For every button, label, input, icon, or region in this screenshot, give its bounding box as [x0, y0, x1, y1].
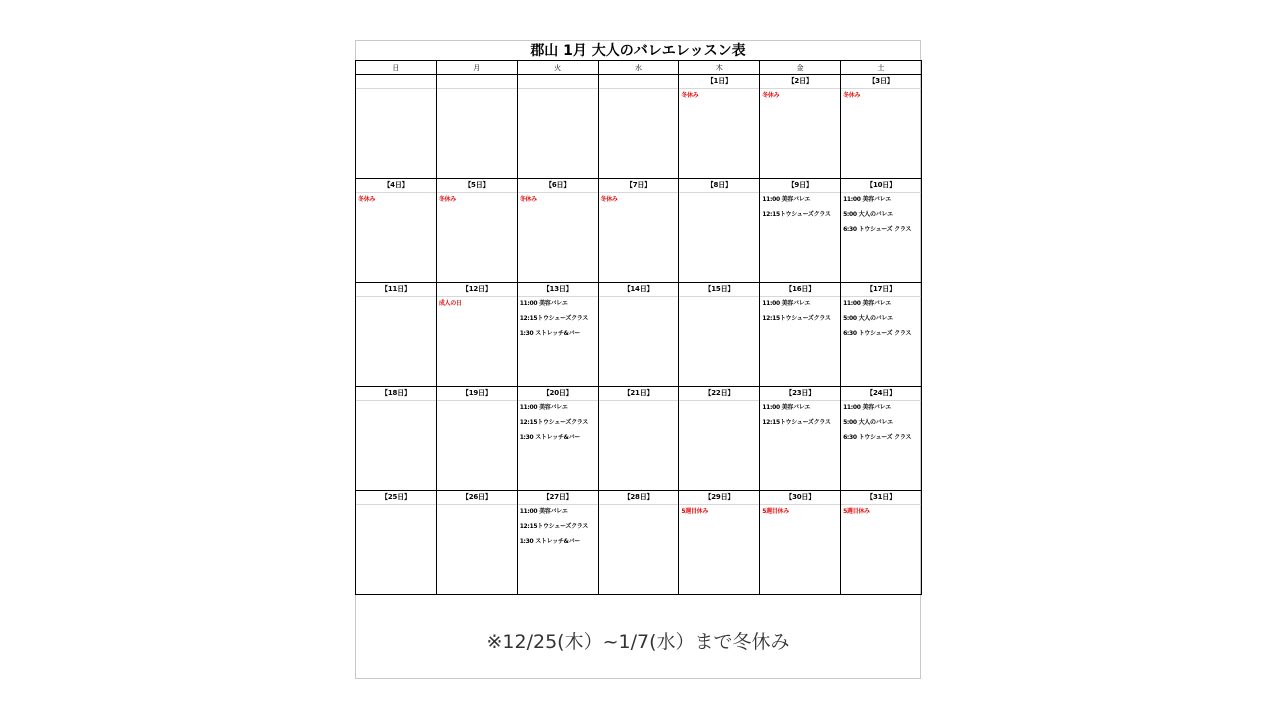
lesson-entry: 5:00 大人のバレエ	[843, 315, 893, 322]
day-events	[356, 401, 436, 403]
day-number: 【8日】	[679, 179, 759, 193]
day-cell	[841, 387, 922, 491]
calendar-table	[355, 60, 922, 595]
day-events	[437, 505, 517, 507]
lesson-entry: 11:00 美容バレエ	[762, 300, 811, 307]
day-number: 【28日】	[599, 491, 679, 505]
day-cell	[517, 75, 598, 179]
calendar-week-row	[356, 491, 922, 595]
day-cell	[598, 387, 679, 491]
day-cell	[356, 283, 437, 387]
day-number: 【4日】	[356, 179, 436, 193]
day-cell	[679, 283, 760, 387]
day-events	[599, 89, 679, 91]
day-cell	[356, 387, 437, 491]
holiday-label: 冬休み	[600, 196, 618, 203]
lesson-entry: 12:15トウシューズクラス	[762, 419, 831, 426]
day-cell	[598, 75, 679, 179]
day-cell	[598, 179, 679, 283]
day-events	[356, 89, 436, 91]
lesson-entry: 5:00 大人のバレエ	[843, 211, 893, 218]
day-cell	[436, 387, 517, 491]
day-number: 【9日】	[760, 179, 840, 193]
day-cell	[598, 283, 679, 387]
day-cell	[598, 491, 679, 595]
day-number: 【15日】	[679, 283, 759, 297]
day-number: 【2日】	[760, 75, 840, 89]
lesson-entry: 1:30 ストレッチ&バー	[519, 330, 580, 337]
day-cell	[760, 75, 841, 179]
weekday-thu: 木	[679, 61, 760, 75]
day-number: 【25日】	[356, 491, 436, 505]
day-cell	[356, 75, 437, 179]
lesson-entry: 12:15トウシューズクラス	[762, 211, 831, 218]
day-cell	[517, 179, 598, 283]
day-number: 【6日】	[518, 179, 598, 193]
lesson-entry: 6:30 トウシューズ クラス	[843, 226, 912, 233]
day-number: 【29日】	[679, 491, 759, 505]
day-events	[679, 505, 759, 516]
day-events	[760, 193, 840, 219]
day-number: 【1日】	[679, 75, 759, 89]
day-number: 【26日】	[437, 491, 517, 505]
weekday-sun: 日	[356, 61, 437, 75]
weekday-header-row	[356, 61, 922, 75]
weekday-tue: 火	[517, 61, 598, 75]
day-cell	[760, 179, 841, 283]
lesson-entry: 12:15トウシューズクラス	[519, 315, 588, 322]
day-events	[599, 401, 679, 403]
holiday-label: 冬休み	[843, 92, 861, 99]
day-number: 【18日】	[356, 387, 436, 401]
day-number: 【10日】	[841, 179, 921, 193]
day-number: 【7日】	[599, 179, 679, 193]
lesson-entry: 12:15トウシューズクラス	[519, 419, 588, 426]
day-events	[760, 89, 840, 100]
day-cell	[679, 75, 760, 179]
day-cell	[841, 179, 922, 283]
day-events	[518, 297, 598, 338]
weekday-mon: 月	[436, 61, 517, 75]
lesson-entry: 11:00 美容バレエ	[519, 508, 568, 515]
lesson-entry: 5:00 大人のバレエ	[843, 419, 893, 426]
day-cell	[436, 283, 517, 387]
schedule-sheet	[355, 40, 921, 679]
day-events	[437, 401, 517, 403]
lesson-entry: 12:15トウシューズクラス	[762, 315, 831, 322]
day-events	[437, 89, 517, 91]
day-events	[760, 505, 840, 516]
winter-break-note: ※12/25(木）~1/7(水）まで冬休み	[486, 631, 790, 653]
lesson-entry: 11:00 美容バレエ	[762, 196, 811, 203]
day-number: 【5日】	[437, 179, 517, 193]
lesson-entry: 12:15トウシューズクラス	[519, 523, 588, 530]
calendar-week-row	[356, 179, 922, 283]
day-events	[518, 89, 598, 91]
day-cell	[517, 387, 598, 491]
day-cell	[760, 283, 841, 387]
holiday-label: 5週目休み	[762, 508, 789, 515]
lesson-entry: 1:30 ストレッチ&バー	[519, 538, 580, 545]
day-number: 【24日】	[841, 387, 921, 401]
lesson-entry: 1:30 ストレッチ&バー	[519, 434, 580, 441]
day-number	[356, 75, 436, 89]
day-events	[841, 193, 921, 234]
day-cell	[679, 179, 760, 283]
day-events	[356, 193, 436, 204]
day-number: 【19日】	[437, 387, 517, 401]
day-events	[841, 505, 921, 516]
holiday-label: 冬休み	[762, 92, 780, 99]
holiday-label: 成人の日	[438, 300, 462, 307]
day-events	[679, 193, 759, 195]
day-number: 【20日】	[518, 387, 598, 401]
day-events	[841, 401, 921, 442]
day-number: 【17日】	[841, 283, 921, 297]
day-events	[518, 401, 598, 442]
day-number: 【31日】	[841, 491, 921, 505]
day-cell	[436, 75, 517, 179]
calendar-week-row	[356, 387, 922, 491]
lesson-entry: 11:00 美容バレエ	[843, 404, 891, 411]
day-events	[599, 193, 679, 204]
lesson-entry: 11:00 美容バレエ	[519, 300, 568, 307]
day-events	[599, 297, 679, 299]
day-cell	[517, 283, 598, 387]
day-events	[518, 505, 598, 546]
day-events	[679, 401, 759, 403]
weekday-sat: 土	[841, 61, 922, 75]
day-number: 【30日】	[760, 491, 840, 505]
day-cell	[841, 283, 922, 387]
day-number	[518, 75, 598, 89]
lesson-entry: 6:30 トウシューズ クラス	[843, 330, 912, 337]
day-cell	[679, 491, 760, 595]
day-cell	[760, 387, 841, 491]
holiday-label: 冬休み	[681, 92, 699, 99]
day-cell	[679, 387, 760, 491]
day-number: 【13日】	[518, 283, 598, 297]
day-cell	[760, 491, 841, 595]
weekday-fri: 金	[760, 61, 841, 75]
day-events	[518, 193, 598, 204]
day-number: 【11日】	[356, 283, 436, 297]
lesson-entry: 11:00 美容バレエ	[762, 404, 811, 411]
holiday-label: 冬休み	[358, 196, 376, 203]
page-title: 郡山 1月 大人のバレエレッスン表	[530, 43, 746, 59]
day-events	[760, 297, 840, 323]
day-cell	[517, 491, 598, 595]
day-events	[356, 297, 436, 299]
day-events	[841, 89, 921, 100]
day-cell	[356, 491, 437, 595]
lesson-entry: 11:00 美容バレエ	[843, 300, 891, 307]
lesson-entry: 11:00 美容バレエ	[519, 404, 568, 411]
day-events	[679, 297, 759, 299]
day-number: 【14日】	[599, 283, 679, 297]
day-number: 【22日】	[679, 387, 759, 401]
day-events	[760, 401, 840, 427]
weekday-wed: 水	[598, 61, 679, 75]
holiday-label: 5週目休み	[681, 508, 709, 515]
day-events	[599, 505, 679, 507]
lesson-entry: 11:00 美容バレエ	[843, 196, 891, 203]
day-number: 【16日】	[760, 283, 840, 297]
calendar-week-row	[356, 75, 922, 179]
day-number: 【23日】	[760, 387, 840, 401]
calendar-body	[356, 75, 922, 595]
day-events	[437, 193, 517, 204]
holiday-label: 冬休み	[519, 196, 537, 203]
lesson-entry: 6:30 トウシューズ クラス	[843, 434, 912, 441]
day-cell	[841, 491, 922, 595]
day-events	[356, 505, 436, 507]
day-cell	[436, 179, 517, 283]
calendar-week-row	[356, 283, 922, 387]
day-number: 【27日】	[518, 491, 598, 505]
holiday-label: 5週目休み	[843, 508, 870, 515]
day-number	[437, 75, 517, 89]
day-events	[841, 297, 921, 338]
day-number: 【12日】	[437, 283, 517, 297]
day-number: 【21日】	[599, 387, 679, 401]
day-events	[679, 89, 759, 100]
day-number: 【3日】	[841, 75, 921, 89]
day-cell	[436, 491, 517, 595]
day-events	[437, 297, 517, 308]
holiday-label: 冬休み	[438, 196, 456, 203]
day-cell	[356, 179, 437, 283]
day-number	[599, 75, 679, 89]
day-cell	[841, 75, 922, 179]
